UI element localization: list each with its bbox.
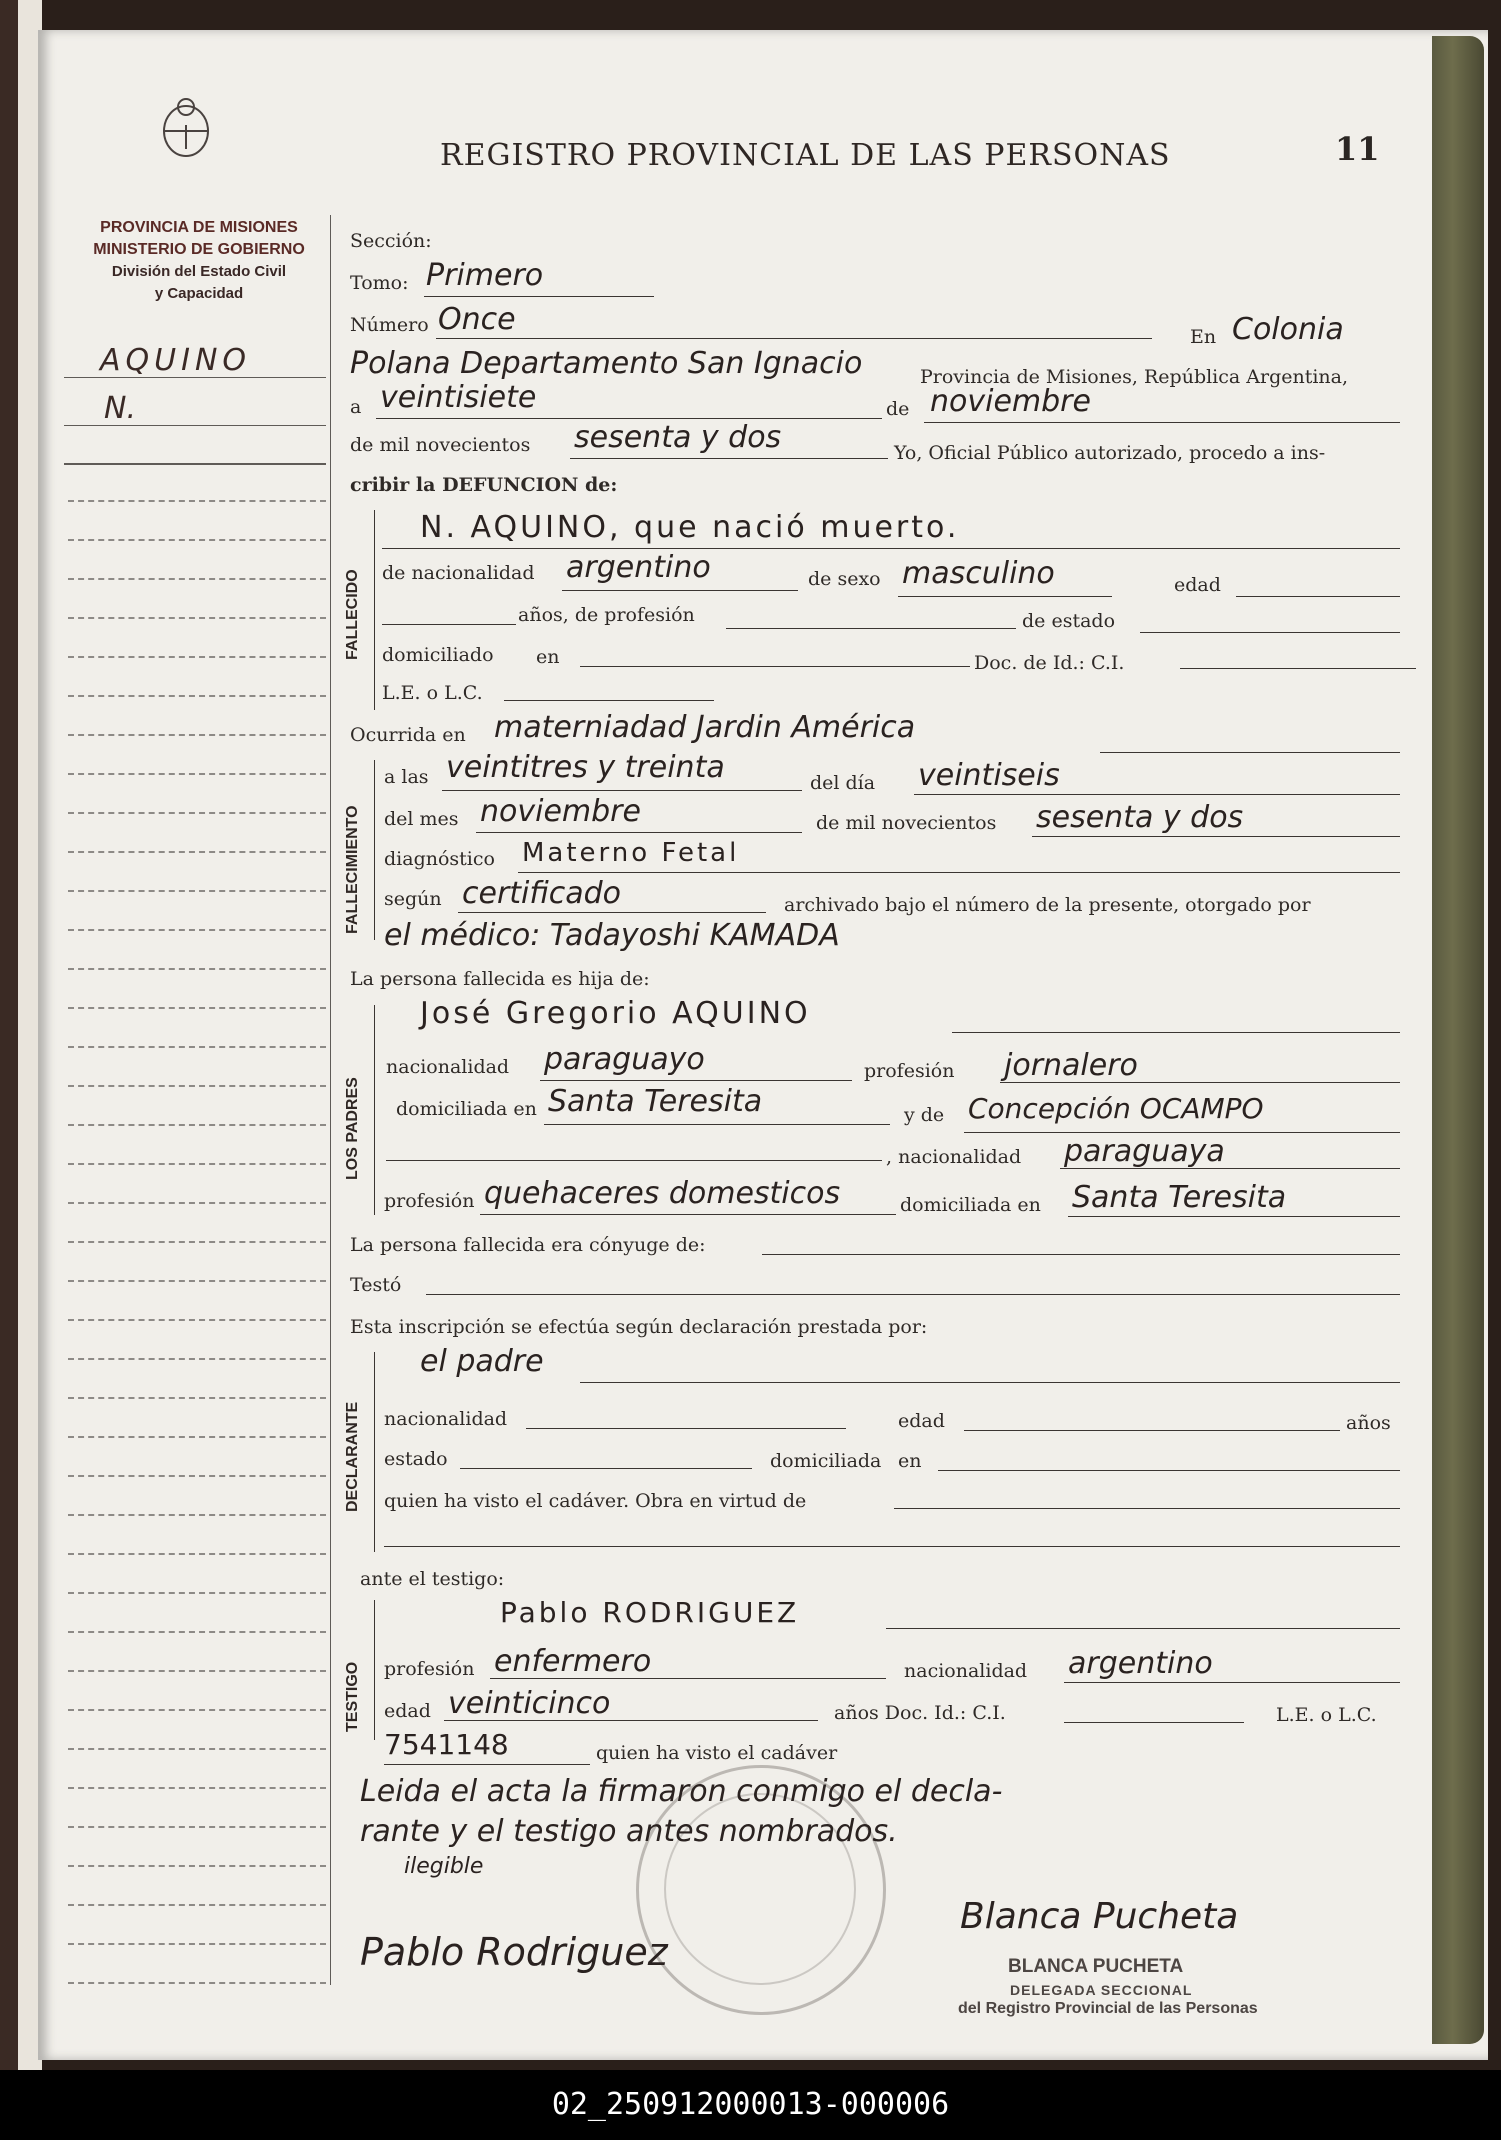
fill-line bbox=[480, 1214, 896, 1215]
sidebar-ruled-line bbox=[68, 539, 326, 541]
sidebar-ruled-line bbox=[68, 1748, 326, 1750]
madre-prof-value: quehaceres domesticos bbox=[484, 1176, 841, 1211]
sidebar-ruled-line bbox=[68, 1202, 326, 1204]
fill-line bbox=[580, 666, 970, 667]
test-doc-num: 7541148 bbox=[384, 1728, 509, 1761]
sidebar-given-name: N. bbox=[104, 391, 136, 426]
sidebar-ruled-line bbox=[68, 968, 326, 970]
seccion-label: Sección: bbox=[350, 230, 432, 252]
madre-nac-label: , nacionalidad bbox=[886, 1146, 1022, 1168]
test-prof-value: enfermero bbox=[494, 1644, 652, 1679]
sidebar-ruled-line bbox=[68, 1280, 326, 1282]
sidebar-ruled-line bbox=[68, 929, 326, 931]
org-line-2: MINISTERIO DE GOBIERNO bbox=[93, 241, 305, 258]
ante-testigo-label: ante el testigo: bbox=[360, 1568, 505, 1590]
fill-line bbox=[894, 1508, 1400, 1509]
section-bracket bbox=[374, 510, 375, 710]
ocurrida-label: Ocurrida en bbox=[350, 724, 466, 746]
sidebar-ruled-line bbox=[68, 656, 326, 658]
sidebar-ruled-line bbox=[68, 1553, 326, 1555]
sidebar-ruled-line bbox=[68, 1475, 326, 1477]
sidebar-ruled-line bbox=[68, 734, 326, 736]
fill-line bbox=[540, 1080, 852, 1081]
provincia-text: Provincia de Misiones, República Argentina, bbox=[920, 366, 1349, 388]
section-label-fallecimiento: FALLECIMIENTO bbox=[344, 805, 361, 934]
padre-prof-value: jornalero bbox=[1004, 1048, 1138, 1083]
book-spine bbox=[1432, 36, 1484, 2044]
sidebar-ruled-line bbox=[68, 617, 326, 619]
nacionalidad-value: argentino bbox=[566, 550, 711, 585]
dia-value: veintisiete bbox=[380, 380, 537, 415]
official-role-1: DELEGADA SECCIONAL bbox=[1010, 1982, 1193, 1998]
segun-value: certificado bbox=[462, 876, 622, 911]
mil-nov-label: de mil novecientos bbox=[816, 812, 997, 834]
sidebar-ruled-line bbox=[68, 1241, 326, 1243]
fill-line bbox=[458, 912, 766, 913]
coat-of-arms-icon bbox=[154, 95, 218, 159]
sidebar-ruled-line bbox=[68, 1787, 326, 1789]
sidebar-ruled-line bbox=[68, 1319, 326, 1321]
sidebar-ruled-line bbox=[68, 578, 326, 580]
testo-label: Testó bbox=[350, 1274, 402, 1296]
mes-fallec-value: noviembre bbox=[480, 794, 641, 829]
hija-label: La persona fallecida es hija de: bbox=[350, 968, 650, 990]
madre-dom-value: Santa Teresita bbox=[1072, 1180, 1287, 1215]
le-label: L.E. o L.C. bbox=[382, 682, 483, 704]
diagnostico-label: diagnóstico bbox=[384, 848, 495, 870]
fill-line bbox=[476, 832, 802, 833]
a-las-label: a las bbox=[384, 766, 429, 788]
section-bracket bbox=[374, 760, 375, 940]
medico-value: el médico: Tadayoshi KAMADA bbox=[384, 918, 840, 953]
sidebar-ruled-line bbox=[68, 1358, 326, 1360]
fill-line bbox=[518, 872, 1400, 873]
fill-line bbox=[898, 596, 1112, 597]
fill-line bbox=[1064, 1722, 1244, 1723]
diagnostico-value: Materno Fetal bbox=[522, 838, 740, 868]
test-cadaver-text: quien ha visto el cadáver bbox=[596, 1742, 838, 1764]
sidebar-surname: AQUINO bbox=[100, 343, 251, 378]
decl-nac-label: nacionalidad bbox=[384, 1408, 508, 1430]
image-caption: 02_250912000013-000006 bbox=[0, 2070, 1501, 2140]
sidebar-ruled-line bbox=[68, 1904, 326, 1906]
fill-line bbox=[1060, 1168, 1400, 1169]
leida-line-1: Leida el acta la firmaron conmigo el decla- bbox=[360, 1774, 1003, 1809]
fill-line bbox=[386, 1160, 882, 1161]
padre-dom-value: Santa Teresita bbox=[548, 1084, 763, 1119]
fill-line bbox=[1032, 836, 1400, 837]
tomo-label: Tomo: bbox=[350, 272, 409, 294]
witness-signature: Pablo Rodriguez bbox=[360, 1930, 668, 1974]
anio-fallec-value: sesenta y dos bbox=[1036, 800, 1244, 835]
test-le-label: L.E. o L.C. bbox=[1276, 1704, 1377, 1726]
fill-line bbox=[376, 418, 882, 419]
padre-nac-value: paraguayo bbox=[544, 1042, 705, 1077]
en-label-2: en bbox=[536, 646, 560, 668]
anios-profesion-label: años, de profesión bbox=[518, 604, 695, 626]
official-printed-name: BLANCA PUCHETA bbox=[1008, 1956, 1184, 1977]
sidebar-ruled-line bbox=[68, 695, 326, 697]
sidebar-ruled-line bbox=[68, 1670, 326, 1672]
sidebar-ruled-line bbox=[68, 1592, 326, 1594]
sidebar-ruled-line bbox=[68, 500, 326, 502]
fill-line bbox=[490, 1678, 886, 1679]
fill-line bbox=[762, 1254, 1400, 1255]
org-line-1: PROVINCIA DE MISIONES bbox=[100, 219, 298, 236]
en-label: En bbox=[1190, 326, 1217, 348]
fill-line bbox=[526, 1428, 846, 1429]
lugar-value-1: Colonia bbox=[1232, 312, 1344, 347]
madre-nombre: Concepción OCAMPO bbox=[968, 1092, 1264, 1125]
org-line-4: y Capacidad bbox=[154, 285, 244, 302]
fill-line bbox=[504, 700, 714, 701]
sidebar-line bbox=[64, 425, 326, 426]
testigo-nombre: Pablo RODRIGUEZ bbox=[500, 1596, 800, 1629]
lugar-value-2: Polana Departamento San Ignacio bbox=[350, 346, 863, 381]
segun-label: según bbox=[384, 888, 442, 910]
decl-anios-label: años bbox=[1346, 1412, 1391, 1434]
madre-dom-label: domiciliada en bbox=[900, 1194, 1041, 1216]
tomo-value: Primero bbox=[426, 258, 544, 293]
numero-value: Once bbox=[438, 302, 516, 337]
fill-line bbox=[442, 790, 802, 791]
a-label: a bbox=[350, 396, 362, 418]
fill-line bbox=[1064, 1682, 1400, 1683]
profesion-label: profesión bbox=[864, 1060, 955, 1082]
sidebar-ruled-line bbox=[68, 1865, 326, 1867]
fill-line bbox=[544, 1124, 890, 1125]
fill-line bbox=[964, 1430, 1340, 1431]
nacionalidad-label: de nacionalidad bbox=[382, 562, 535, 584]
issuing-organization bbox=[64, 217, 334, 305]
fill-line bbox=[726, 628, 1016, 629]
sidebar-ruled-line bbox=[68, 773, 326, 775]
section-label-fallecido: FALLECIDO bbox=[344, 569, 361, 660]
anio-prefix: de mil novecientos bbox=[350, 434, 531, 456]
inscripcion-text: Esta inscripción se efectúa según declaración prestada por: bbox=[350, 1316, 928, 1338]
sidebar-ruled-line bbox=[68, 1826, 326, 1828]
fill-line bbox=[436, 338, 1152, 339]
sidebar-ruled-line bbox=[68, 890, 326, 892]
decl-en-label: en bbox=[898, 1450, 922, 1472]
estado-label: de estado bbox=[1022, 610, 1116, 632]
ocurrida-value: materniadad Jardin América bbox=[494, 710, 916, 745]
fill-line bbox=[424, 296, 654, 297]
sidebar-ruled-line bbox=[68, 851, 326, 853]
page-title: REGISTRO PROVINCIAL DE LAS PERSONAS bbox=[440, 138, 1171, 173]
fallecido-nombre: N. AQUINO, que nació muerto. bbox=[420, 510, 960, 545]
org-line-3: División del Estado Civil bbox=[111, 263, 287, 280]
declarante-value: el padre bbox=[420, 1344, 544, 1379]
madre-nac-value: paraguaya bbox=[1064, 1134, 1225, 1169]
test-edad-value: veinticinco bbox=[448, 1686, 611, 1721]
oficial-text: Yo, Oficial Público autorizado, procedo a ins- bbox=[894, 442, 1326, 464]
official-role-2: del Registro Provincial de las Personas bbox=[958, 2000, 1258, 2017]
fill-line bbox=[924, 422, 1400, 423]
leida-line-2: rante y el testigo antes nombrados. bbox=[360, 1814, 898, 1849]
section-bracket bbox=[374, 1005, 375, 1215]
domiciliada-label: domiciliada en bbox=[396, 1098, 537, 1120]
decl-estado-label: estado bbox=[384, 1448, 448, 1470]
official-signature: Blanca Pucheta bbox=[960, 1896, 1239, 1937]
section-label-declarante: DECLARANTE bbox=[344, 1401, 361, 1512]
sidebar-ruled-line bbox=[68, 1709, 326, 1711]
sidebar-ruled-line bbox=[68, 1982, 326, 1984]
page-number: 11 bbox=[1335, 130, 1380, 168]
fill-line bbox=[580, 1382, 1400, 1383]
sidebar-line bbox=[64, 377, 326, 378]
sidebar-ruled-line bbox=[68, 1046, 326, 1048]
inscribir-text: cribir la DEFUNCION de: bbox=[350, 474, 618, 496]
left-page-edge bbox=[0, 0, 42, 2070]
fill-line bbox=[570, 458, 888, 459]
fill-line bbox=[562, 590, 798, 591]
sidebar-ruled-line bbox=[68, 1007, 326, 1009]
fill-line bbox=[1068, 1216, 1400, 1217]
fill-line bbox=[1236, 596, 1400, 597]
section-label-testigo: TESTIGO bbox=[344, 1661, 361, 1732]
ilegible-note: ilegible bbox=[404, 1854, 484, 1879]
test-edad-label: edad bbox=[384, 1700, 431, 1722]
sidebar-ruled-line bbox=[68, 1124, 326, 1126]
del-mes-label: del mes bbox=[384, 808, 459, 830]
sidebar-ruled-line bbox=[68, 1943, 326, 1945]
padre-nombre: José Gregorio AQUINO bbox=[420, 996, 811, 1031]
sidebar-ruled-line bbox=[68, 812, 326, 814]
fill-line bbox=[1140, 632, 1400, 633]
doc-label: Doc. de Id.: C.I. bbox=[974, 652, 1125, 674]
mes-value: noviembre bbox=[930, 384, 1091, 419]
sidebar-ruled-line bbox=[68, 1085, 326, 1087]
fill-line bbox=[914, 794, 1400, 795]
fill-line bbox=[952, 1032, 1400, 1033]
test-nac-value: argentino bbox=[1068, 1646, 1213, 1681]
section-bracket bbox=[374, 1600, 375, 1740]
fill-line bbox=[444, 1720, 818, 1721]
sidebar-ruled-line bbox=[68, 1631, 326, 1633]
section-label-padres: LOS PADRES bbox=[344, 1077, 361, 1180]
fill-line bbox=[460, 1468, 752, 1469]
archivado-text: archivado bajo el número de la presente, otorgado por bbox=[784, 894, 1311, 916]
section-bracket bbox=[374, 1352, 375, 1552]
fill-line bbox=[938, 1470, 1400, 1471]
sexo-value: masculino bbox=[902, 556, 1055, 591]
domiciliado-label bbox=[382, 644, 494, 666]
decl-edad-label: edad bbox=[898, 1410, 945, 1432]
del-dia-label: del día bbox=[810, 772, 876, 794]
fill-line bbox=[964, 1132, 1400, 1133]
sidebar-ruled-line bbox=[68, 1163, 326, 1165]
numero-label: Número bbox=[350, 314, 429, 336]
test-anios-label: años Doc. Id.: C.I. bbox=[834, 1702, 1006, 1724]
fill-line bbox=[1100, 752, 1400, 753]
y-de-label: y de bbox=[904, 1104, 945, 1126]
sidebar-ruled-line bbox=[68, 1514, 326, 1516]
fill-line bbox=[382, 624, 516, 625]
domiciliado-label-text: domiciliad bbox=[382, 644, 483, 666]
fill-line bbox=[1180, 668, 1416, 669]
sidebar-ruled-line bbox=[68, 1436, 326, 1438]
test-nac-label: nacionalidad bbox=[904, 1660, 1028, 1682]
sidebar-ruled-line bbox=[68, 1397, 326, 1399]
fill-line bbox=[426, 1294, 1400, 1295]
domiciliado-suffix: o bbox=[482, 644, 494, 666]
fill-line bbox=[384, 1764, 590, 1765]
fill-line bbox=[886, 1628, 1400, 1629]
edad-label: edad bbox=[1174, 574, 1221, 596]
conyuge-label: La persona fallecida era cónyuge de: bbox=[350, 1234, 706, 1256]
test-prof-label: profesión bbox=[384, 1658, 475, 1680]
sidebar-line bbox=[64, 463, 326, 465]
nac-label: nacionalidad bbox=[386, 1056, 510, 1078]
cadaver-text: quien ha visto el cadáver. Obra en virtud de bbox=[384, 1490, 807, 1512]
decl-dom-label: domiciliada bbox=[770, 1450, 882, 1472]
margin-rule bbox=[330, 215, 331, 1985]
dia-fallec-value: veintiseis bbox=[918, 758, 1060, 793]
hora-value: veintitres y treinta bbox=[446, 750, 725, 785]
fill-line bbox=[384, 1546, 1400, 1547]
sidebar bbox=[64, 95, 334, 2015]
anio-value: sesenta y dos bbox=[574, 420, 782, 455]
de-label: de bbox=[886, 398, 910, 420]
madre-prof-label: profesión bbox=[384, 1190, 475, 1212]
fill-line bbox=[382, 548, 1400, 549]
fill-line bbox=[1000, 1082, 1400, 1083]
sexo-label: de sexo bbox=[808, 568, 881, 590]
